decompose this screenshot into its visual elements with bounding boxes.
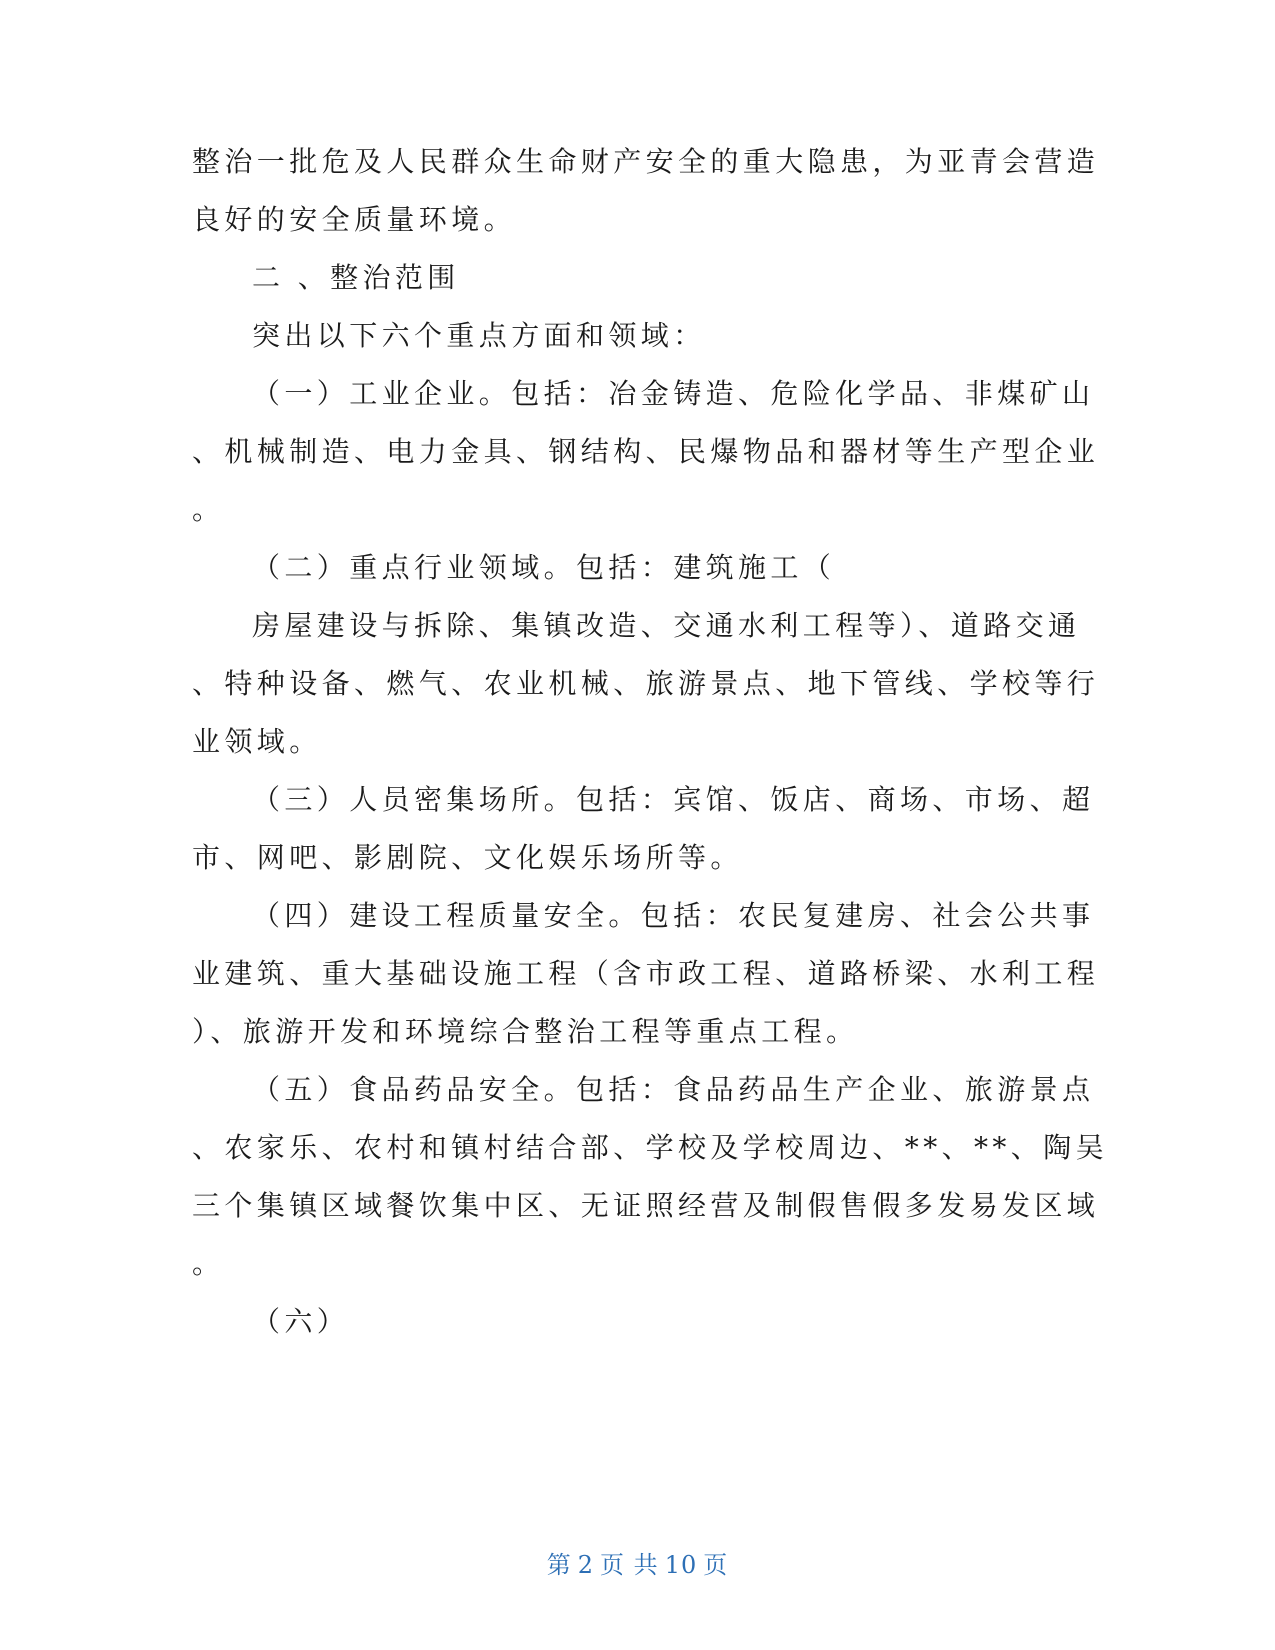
paragraph-line: （二）重点行业领域。包括：建筑施工（ — [252, 551, 836, 584]
footer-total-pages: 10 — [664, 1551, 698, 1579]
paragraph-line: 房屋建设与拆除、集镇改造、交通水利工程等）、道路交通 — [252, 609, 1081, 642]
paragraph-line: 突出以下六个重点方面和领域： — [252, 319, 706, 352]
footer-prefix: 第 — [546, 1551, 572, 1579]
paragraph-line: 业领域。 — [192, 725, 322, 758]
footer-middle: 页 共 — [600, 1551, 659, 1579]
paragraph-line: 、农家乐、农村和镇村结合部、学校及学校周边、**、**、陶吴 — [192, 1131, 1109, 1164]
paragraph-line: 市、网吧、影剧院、文化娱乐场所等。 — [192, 841, 743, 874]
paragraph-line: 、特种设备、燃气、农业机械、旅游景点、地下管线、学校等行 — [192, 667, 1100, 700]
footer-current-page: 2 — [577, 1551, 595, 1579]
paragraph-line: 。 — [192, 1247, 225, 1280]
paragraph-line: 。 — [192, 493, 225, 526]
footer-suffix: 页 — [703, 1551, 729, 1579]
paragraph-line: （一）工业企业。包括：冶金铸造、危险化学品、非煤矿山 — [252, 377, 1095, 410]
paragraph-line: 业建筑、重大基础设施工程（含市政工程、道路桥梁、水利工程 — [192, 957, 1100, 990]
paragraph-line: （六） — [252, 1305, 350, 1338]
paragraph-line: ）、旅游开发和环境综合整治工程等重点工程。 — [192, 1015, 859, 1048]
paragraph-line: 三个集镇区域餐饮集中区、无证照经营及制假售假多发易发区域 — [192, 1189, 1100, 1222]
paragraph-line: 、机械制造、电力金具、钢结构、民爆物品和器材等生产型企业 — [192, 435, 1100, 468]
page-footer — [0, 1548, 1275, 1582]
paragraph-line: 良好的安全质量环境。 — [192, 203, 517, 236]
section-heading: 二 、整治范围 — [252, 261, 460, 294]
paragraph-line: （五）食品药品安全。包括：食品药品生产企业、旅游景点 — [252, 1073, 1095, 1106]
paragraph-line: （四）建设工程质量安全。包括：农民复建房、社会公共事 — [252, 899, 1095, 932]
paragraph-line: （三）人员密集场所。包括：宾馆、饭店、商场、市场、超 — [252, 783, 1095, 816]
paragraph-line: 整治一批危及人民群众生命财产安全的重大隐患，为亚青会营造 — [192, 145, 1100, 178]
